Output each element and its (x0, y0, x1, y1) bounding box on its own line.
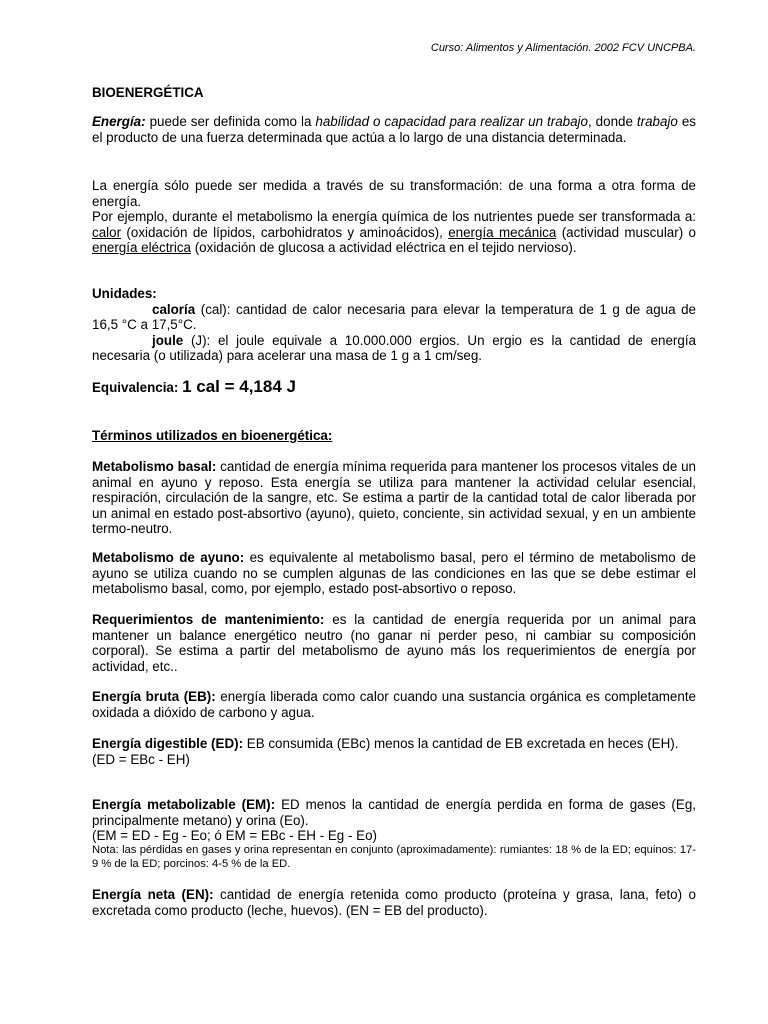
underlined-term: calor (92, 224, 122, 240)
underlined-term: energía mecánica (448, 224, 557, 240)
text-span: (J): el joule equivale a 10.000.000 ergios. Un ergio es la cantidad de energía necesaria (o utilizada) para acelerar una masa de 1 g a 1 cm/seg. (92, 332, 696, 364)
nota: Nota: las pérdidas en gases y orina representan en conjunto (aproximadamente): rumiantes: 18 % de la ED; equinos: 17-9 % de la ED; porcinos: 4-5 % de la ED. (92, 844, 696, 870)
term-metabolismo-ayuno (92, 550, 696, 597)
term-label: Energía neta (EN): (92, 887, 214, 902)
text-span: La energía sólo puede ser medida a través de su transformación: de una forma a otra forma de energía. (92, 178, 696, 209)
term-label: Energía metabolizable (EM): (92, 797, 276, 812)
term-text: energía liberada como calor cuando una sustancia orgánica es completamente oxidada a dióxido de carbono y agua. (92, 689, 696, 720)
text-span: Por ejemplo, durante el metabolismo la energía química de los nutrientes puede ser transformada a: (92, 209, 696, 225)
term-text: ED menos la cantidad de energía perdida en forma de gases (Eg, principalmente metano) y orina (Eo). (92, 797, 696, 828)
term-label: Metabolismo de ayuno: (92, 550, 245, 565)
formula: (EM = ED - Eg - Eo; ó EM = EBc - EH - Eg - Eo) (92, 828, 377, 844)
joule-term: joule (152, 332, 184, 348)
term-text: cantidad de energía retenida como producto (proteína y grasa, lana, feto) o excretada como producto (leche, huevos). (EN = EB del producto). (92, 887, 696, 918)
energia-term: Energía: (92, 114, 146, 129)
term-text: es equivalente al metabolismo basal, pero el término de metabolismo de ayuno se utiliza cuando no se cumplen algunas de las condiciones en las que se debe estimar el metabolismo basal, como, por ejemplo, estado post-absortivo o reposo. (92, 550, 696, 597)
unidades-section (92, 286, 696, 364)
terminos-heading: Términos utilizados en bioenergética: (92, 428, 333, 443)
text-span: , donde (587, 114, 637, 129)
term-label: Metabolismo basal: (92, 459, 217, 474)
unidades-heading: Unidades: (92, 286, 157, 301)
term-requerimientos (92, 612, 696, 674)
text-span: (cal): cantidad de calor necesaria para elevar la temperatura de 1 g de agua de 16,5 °C a 17,5°C. (92, 301, 696, 333)
caloria-line (92, 302, 696, 333)
text-span: (oxidación de lípidos, carbohidratos y aminoácidos), (121, 224, 449, 240)
term-text: es la cantidad de energía requerida por un animal para mantener un balance energético neutro (no ganar ni perder peso, ni cambiar su composición corporal). Se estima a partir del metabolismo de ayuno más los requerimientos de energía por actividad, etc.. (92, 612, 696, 674)
term-label: Energía digestible (ED): (92, 736, 244, 751)
equivalencia-line (92, 379, 696, 396)
term-text: EB consumida (EBc) menos la cantidad de EB excretada en heces (EH). (243, 736, 679, 751)
term-text: cantidad de energía mínima requerida para mantener los procesos vitales de un animal en ayuno y reposo. Esta energía se utiliza para mantener la actividad celular esencial, respiración, circulación de la sangre, etc. Se estima a partir de la cantidad total de calor liberada por un animal en estado post-absortivo (ayuno), quieto, conciente, sin actividad sexual, y en un ambiente termo-neutro. (92, 459, 697, 537)
joule-line (92, 333, 696, 364)
term-energia-digestible (92, 736, 696, 767)
equivalencia-label: Equivalencia: (92, 380, 179, 395)
term-energia-metabolizable (92, 797, 696, 844)
term-metabolismo-basal (92, 459, 696, 537)
course-header: Curso: Alimentos y Alimentación. 2002 FCV UNCPBA. (430, 42, 696, 54)
emphasis: habilidad o capacidad para realizar un trabajo (315, 114, 588, 129)
transformacion-paragraph (92, 178, 696, 256)
term-energia-neta (92, 887, 696, 918)
term-label: Energía bruta (EB): (92, 689, 216, 704)
emphasis: trabajo (636, 114, 678, 129)
text-span: (oxidación de glucosa a actividad eléctrica en el tejido nervioso). (191, 240, 577, 256)
underlined-term: energía eléctrica (92, 240, 191, 256)
term-energia-bruta (92, 689, 696, 720)
document-title: BIOENERGÉTICA (92, 85, 204, 100)
text-span: puede ser definida como la (145, 114, 316, 129)
caloria-term: caloría (152, 301, 196, 317)
term-label: Requerimientos de mantenimiento: (92, 612, 325, 627)
text-span: es el producto de una fuerza determinada que actúa a lo largo de una distancia determinada. (92, 114, 696, 145)
formula: (ED = EBc - EH) (92, 751, 190, 767)
equivalencia-value: 1 cal = 4,184 J (182, 377, 296, 396)
text-span: (actividad muscular) o (556, 224, 696, 240)
energia-paragraph (92, 114, 696, 145)
